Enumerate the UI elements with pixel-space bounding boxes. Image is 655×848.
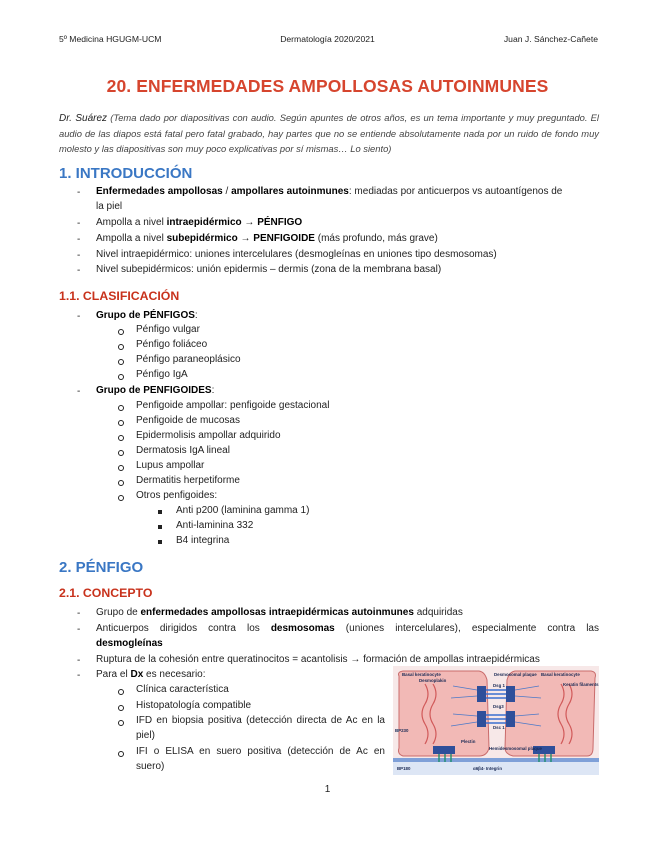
intro-item-3: Ampolla a nivel subepidérmico → PENFIGOIDE (más profundo, más grave) [96, 233, 438, 244]
dx-item: Histopatología compatible [136, 700, 252, 711]
penfigoide-item: Epidermolisis ampollar adquirido [136, 430, 281, 441]
concepto-line-3: Ruptura de la cohesión entre queratinocitos = acantolisis → formación de ampollas intraepidérmicas [96, 654, 540, 665]
circle-bullet [118, 689, 124, 695]
section-heading-penfigo: 2. PÉNFIGO [59, 559, 144, 576]
dash-bullet: - [77, 250, 81, 261]
circle-bullet [118, 344, 124, 350]
group-penfigos-label: Grupo de PÉNFIGOS: [96, 310, 198, 321]
dx-item: IFI o ELISA en suero positiva (detección de Ac en [136, 746, 385, 757]
concepto-line-4: Para el Dx es necesario: [96, 669, 206, 680]
penfigoide-item: Dermatitis herpetiforme [136, 475, 240, 486]
circle-bullet [118, 420, 124, 426]
otros-penfigoide-item: B4 integrina [176, 535, 230, 546]
label-basal-left: Basal keratinocyte [402, 672, 441, 677]
label-dsc1: Dsc 1 [493, 725, 505, 730]
circle-bullet [118, 751, 124, 757]
page-number: 1 [324, 784, 331, 795]
penfigoide-item: Otros penfigoides: [136, 490, 218, 501]
intro-item-5: Nivel subepidérmicos: unión epidermis – dermis (zona de la membrana basal) [96, 264, 442, 275]
label-bp230: BP230 [395, 728, 409, 733]
dash-bullet: - [77, 386, 81, 397]
square-bullet [158, 510, 162, 514]
header-left: 5º Medicina HGUGM-UCM [59, 34, 162, 44]
dash-bullet: - [77, 218, 81, 229]
penfigo-item: Pénfigo IgA [136, 369, 188, 380]
penfigoide-item: Penfigoide ampollar: penfigoide gestacional [136, 400, 330, 411]
dx-item-cont: suero) [136, 761, 165, 772]
circle-bullet [118, 374, 124, 380]
otros-penfigoide-item: Anti p200 (laminina gamma 1) [176, 505, 310, 516]
circle-bullet [118, 705, 124, 711]
dash-bullet: - [77, 187, 81, 198]
label-dsg1: Dsg 1 [493, 683, 505, 688]
dash-bullet: - [77, 624, 81, 635]
label-bp180: BP180 [397, 766, 411, 771]
label-desmoplakin: Desmoplakin [419, 678, 447, 683]
intro-item-2: Ampolla a nivel intraepidérmico → PÉNFIGO [96, 217, 303, 228]
penfigoide-item: Penfigoide de mucosas [136, 415, 240, 426]
penfigoide-item: Dermatosis IgA lineal [136, 445, 230, 456]
section-heading-concepto: 2.1. CONCEPTO [59, 586, 153, 600]
penfigo-item: Pénfigo vulgar [136, 324, 200, 335]
intro-author: Dr. Suárez [59, 113, 108, 124]
dash-bullet: - [77, 265, 81, 276]
square-bullet [158, 525, 162, 529]
dash-bullet: - [77, 670, 81, 681]
concepto-line-2: Anticuerpos dirigidos contra los desmosomas (uniones intercelulares), especialmente contra las [96, 623, 599, 634]
label-integrin: α6β4- Integrin [473, 766, 503, 771]
circle-bullet [118, 450, 124, 456]
otros-penfigoide-item: Anti-laminina 332 [176, 520, 254, 531]
penfigo-item: Pénfigo foliáceo [136, 339, 208, 350]
circle-bullet [118, 359, 124, 365]
intro-item-1-cont: la piel [96, 201, 123, 212]
dash-bullet: - [77, 311, 81, 322]
dash-bullet: - [77, 608, 81, 619]
penfigoide-item: Lupus ampollar [136, 460, 205, 471]
square-bullet [158, 540, 162, 544]
dx-item-cont: piel) [136, 730, 155, 741]
section-heading-introduccion: 1. INTRODUCCIÓN [59, 165, 193, 182]
document-title: 20. ENFERMEDADES AMPOLLOSAS AUTOINMUNES [106, 76, 549, 96]
label-dsg3: Dsg3 [493, 704, 504, 709]
header-right: Juan J. Sánchez-Cañete [503, 34, 598, 44]
header-center: Dermatología 2020/2021 [280, 34, 375, 44]
circle-bullet [118, 329, 124, 335]
circle-bullet [118, 720, 124, 726]
concepto-line-1: Grupo de enfermedades ampollosas intraepidérmicas autoinmunes adquiridas [96, 607, 463, 618]
dx-item: Clínica característica [136, 684, 229, 695]
concepto-line-2-cont: desmogleínas [96, 638, 163, 649]
dx-item: IFD en biopsia positiva (detección directa de Ac en la [136, 715, 385, 726]
circle-bullet [118, 435, 124, 441]
desmosome-diagram-svg [393, 666, 599, 775]
intro-text: (Tema dado por diapositivas con audio. Según apuntes de otros años, es un tema importante y muy preguntado. El audio de las diapos está fatal pero fatal grabado, hay partes que no se entiende absolutamente nada por un ruido de fondo muy molesto y las diapositivas son muy poco explicativas por sí mismas… Lo siento) [59, 112, 600, 154]
section-heading-clasificacion: 1.1. CLASIFICACIÓN [59, 289, 180, 303]
intro-item-1: Enfermedades ampollosas / ampollares autoinmunes: mediadas por anticuerpos vs autoantígenos de [96, 186, 563, 197]
intro-paragraph [59, 110, 599, 156]
label-keratin: Keratin filaments [563, 682, 599, 687]
penfigo-item: Pénfigo paraneoplásico [136, 354, 241, 365]
label-basal-right: Basal keratinocyte [541, 672, 580, 677]
circle-bullet [118, 495, 124, 501]
circle-bullet [118, 480, 124, 486]
circle-bullet [118, 465, 124, 471]
dash-bullet: - [77, 655, 81, 666]
dash-bullet: - [77, 234, 81, 245]
intro-item-4: Nivel intraepidérmico: uniones intercelulares (desmogleínas en uniones tipo desmosomas) [96, 249, 497, 260]
label-hemidesmosomal: Hemidesmosomal plaque [489, 746, 542, 751]
label-plectin: Plectin [461, 739, 476, 744]
group-penfigoides-label: Grupo de PENFIGOIDES: [96, 385, 215, 396]
desmosome-diagram [393, 666, 599, 775]
label-desmosomal-plaque: Desmosomal plaque [494, 672, 537, 677]
circle-bullet [118, 405, 124, 411]
